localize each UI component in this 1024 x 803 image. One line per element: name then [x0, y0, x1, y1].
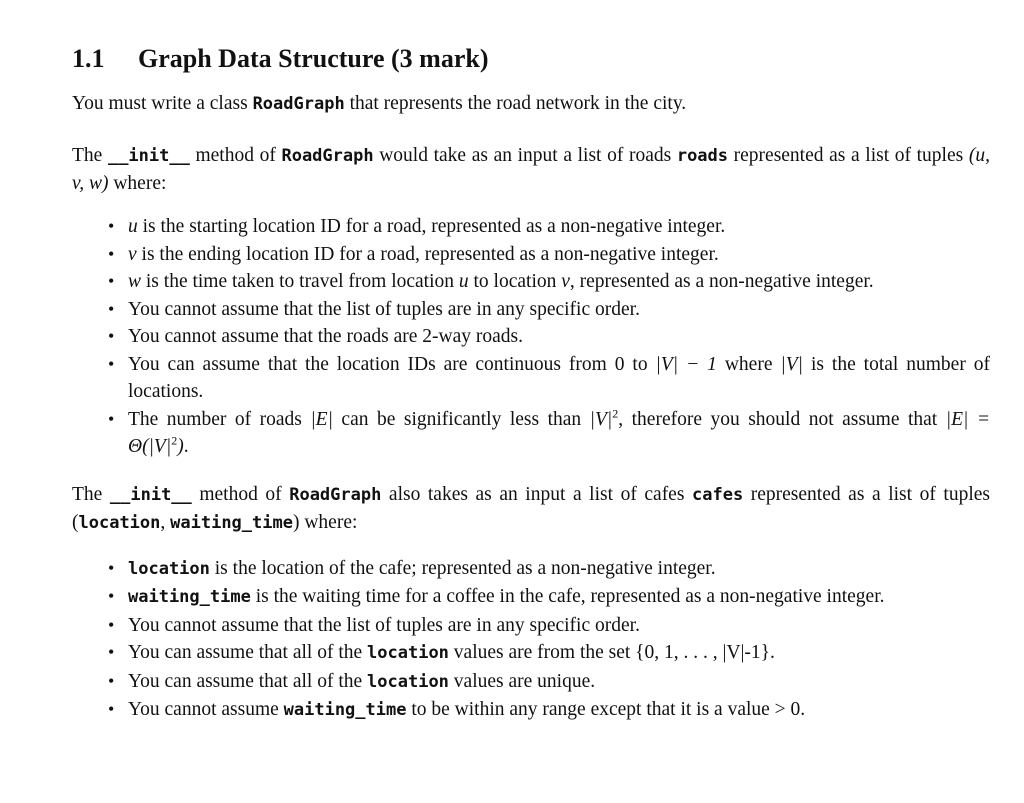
code: location — [367, 671, 449, 692]
text: is the ending location ID for a road, represented as a non-negative integer. — [136, 243, 719, 265]
section-heading — [72, 44, 990, 74]
code: waiting_time — [283, 700, 407, 720]
bullet: • — [108, 557, 115, 578]
math-uvw: (u, v, w) — [72, 145, 990, 194]
math: |V| — [780, 353, 804, 375]
text: The — [72, 145, 108, 166]
list-item — [108, 213, 990, 241]
text: The number of roads — [128, 408, 311, 430]
cafes-bullet-list — [72, 555, 990, 725]
list-item — [108, 241, 990, 269]
math: |E| = Θ(|V| — [128, 408, 990, 457]
bullet: • — [108, 408, 115, 429]
code: waiting_time — [128, 587, 251, 607]
text: can be significantly less than — [332, 408, 590, 430]
list-item — [108, 583, 990, 612]
bullet: • — [108, 326, 115, 346]
math: |V| — [589, 408, 613, 430]
text: represented as a list of tuples ( — [72, 483, 991, 533]
section-title: Graph Data Structure (3 mark) — [138, 44, 489, 73]
math: u — [458, 271, 469, 292]
list-item — [108, 406, 990, 461]
roads-paragraph — [72, 142, 990, 197]
bullet: • — [108, 699, 115, 719]
code-init: __init__ — [109, 484, 192, 505]
text: is the total number of locations. — [128, 353, 990, 402]
math: w — [128, 271, 142, 292]
code-waiting-time: waiting_time — [170, 512, 293, 533]
list-item — [108, 268, 990, 296]
text: method of — [191, 483, 290, 505]
text: to be within any range except that it is a value > 0. — [406, 699, 806, 720]
text: is the starting location ID for a road, represented as a non-negative integer. — [137, 216, 726, 237]
text: is the time taken to travel from location — [141, 271, 459, 292]
list-item — [108, 696, 990, 725]
list-item — [108, 323, 990, 351]
section-number: 1.1 — [72, 44, 105, 73]
text: to location — [468, 271, 562, 292]
code-init: __init__ — [107, 146, 190, 166]
list-item — [108, 668, 990, 697]
list-item — [108, 296, 990, 324]
text: values are unique. — [448, 670, 596, 692]
text: You can assume that all of the — [128, 670, 368, 692]
text: also takes as an input a list of cafes — [381, 483, 692, 505]
list-item — [108, 555, 990, 584]
math: v — [561, 271, 570, 292]
list-item — [108, 351, 990, 406]
text: You must write a class — [72, 93, 253, 114]
bullet: • — [108, 243, 115, 264]
text: You cannot assume that the roads are 2-way roads. — [128, 326, 523, 347]
bullet: • — [108, 216, 115, 236]
math: v — [128, 243, 137, 265]
bullet: • — [108, 642, 115, 662]
text: represented as a list of tuples — [728, 145, 969, 166]
text: You can assume that all of the — [128, 642, 368, 663]
code-cafes: cafes — [692, 484, 744, 505]
text: where: — [108, 173, 167, 194]
text: values are from the set {0, 1, . . . , |V|-1}. — [448, 642, 775, 663]
text: . — [183, 436, 189, 457]
text: You can assume that the location IDs are continuous from 0 to — [128, 353, 656, 375]
bullet: • — [108, 614, 115, 635]
superscript: 2 — [612, 406, 619, 420]
code: location — [367, 643, 449, 663]
bullet: • — [108, 353, 115, 374]
math: |V| − 1 — [655, 353, 717, 375]
code-location: location — [78, 512, 161, 533]
text: method of — [189, 145, 282, 166]
text: , therefore you should not assume that — [618, 408, 946, 430]
text: is the location of the cafe; represented as a non-negative integer. — [209, 557, 716, 579]
text: that represents the road network in the city. — [344, 93, 687, 114]
text: , — [160, 511, 171, 533]
list-item — [108, 612, 990, 640]
code-roads: roads — [676, 146, 729, 166]
cafes-paragraph — [72, 481, 990, 537]
roads-bullet-list — [72, 213, 990, 461]
bullet: • — [108, 271, 115, 291]
math: u — [128, 216, 138, 237]
text: You cannot assume that the list of tuples are in any specific order. — [128, 614, 640, 636]
math: ) — [177, 436, 184, 457]
text: where — [716, 353, 781, 375]
code: location — [128, 558, 210, 579]
superscript: 2 — [171, 433, 178, 448]
text: would take as an input a list of roads — [373, 145, 677, 166]
text: , represented as a non-negative integer. — [569, 271, 874, 292]
bullet: • — [108, 670, 115, 691]
text: ) where: — [292, 511, 358, 533]
text: You cannot assume — [128, 699, 284, 720]
list-item — [108, 639, 990, 668]
code-roadgraph: RoadGraph — [252, 94, 345, 114]
text: The — [72, 483, 110, 505]
text: is the waiting time for a coffee in the cafe, represented as a non-negative integer. — [250, 586, 885, 607]
code-roadgraph: RoadGraph — [289, 484, 382, 505]
bullet: • — [108, 298, 115, 319]
text: You cannot assume that the list of tuples are in any specific order. — [128, 298, 640, 320]
math: |E| — [310, 408, 333, 430]
code-roadgraph: RoadGraph — [281, 146, 374, 166]
intro-paragraph — [72, 90, 990, 118]
bullet: • — [108, 586, 115, 606]
